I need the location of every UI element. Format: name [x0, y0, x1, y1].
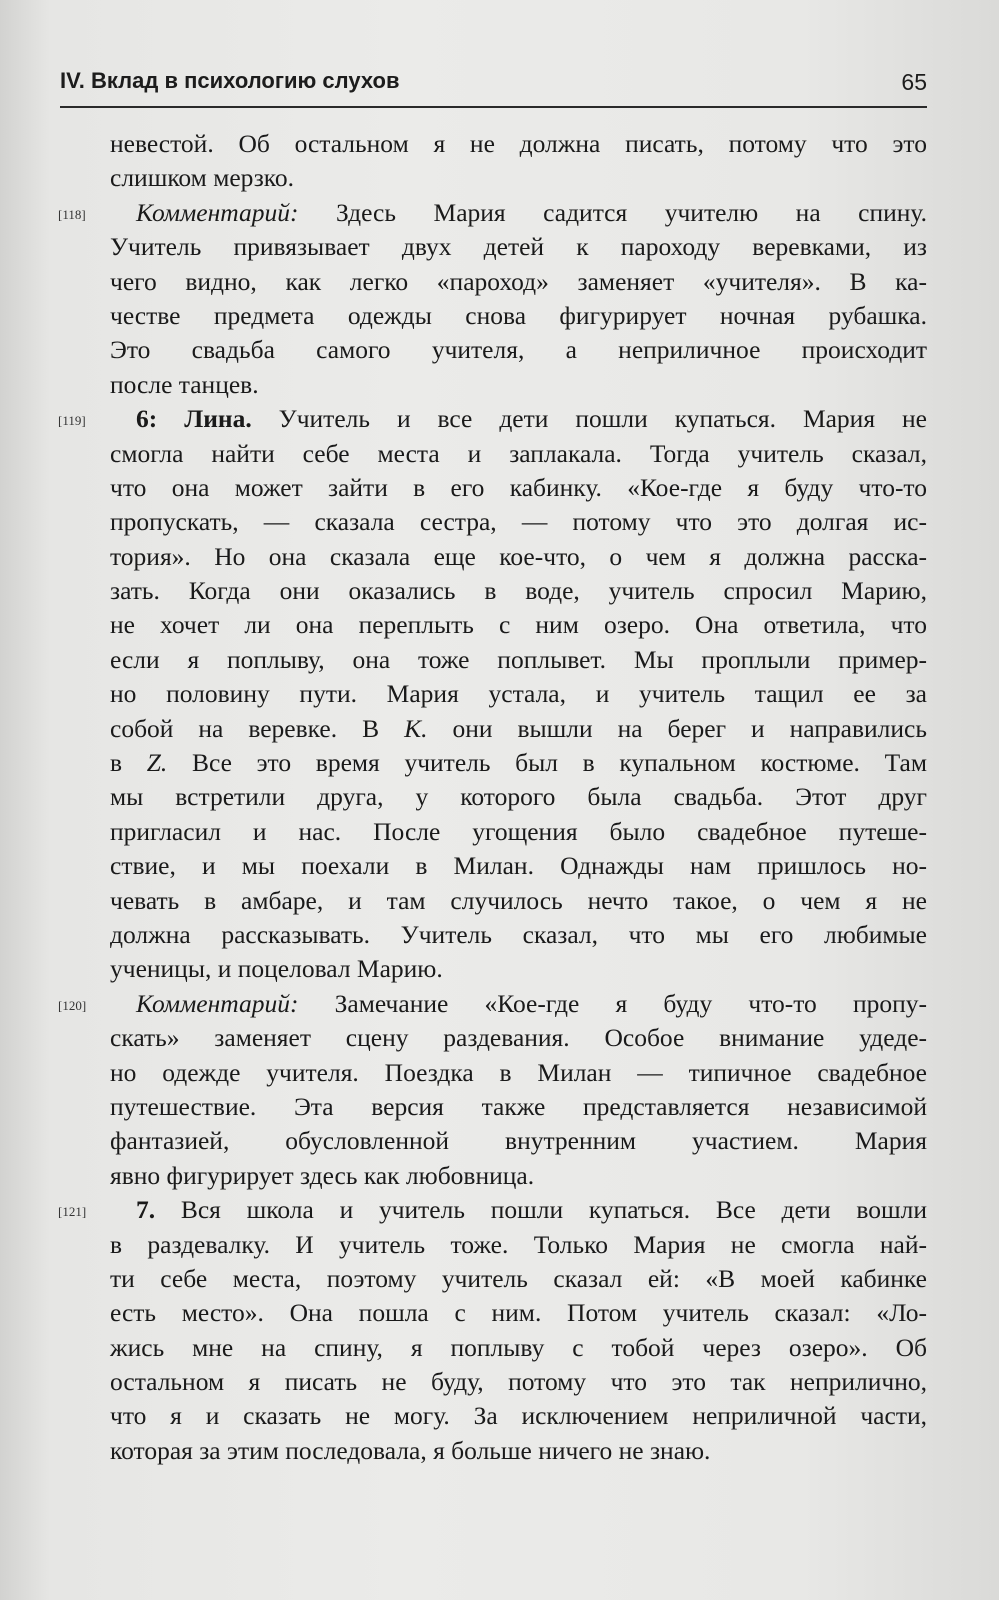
text-line: честве предмета одежды снова фигурирует ночная рубашка.: [110, 300, 927, 330]
paragraph-lead: 6: Лина.: [136, 404, 252, 434]
text-line: должна рассказывать. Учитель сказал, что мы его любимые: [110, 919, 927, 949]
text-line: скать» заменяет сцену раздевания. Особое внимание удеде-: [110, 1023, 927, 1053]
text-line: явно фигурирует здесь как любовница.: [110, 1160, 535, 1190]
text-line: ствие, и мы поехали в Милан. Однажды нам пришлось но-: [110, 851, 927, 881]
text-line: мы встретили друга, у которого была свадьба. Этот друг: [110, 782, 927, 812]
text-line: есть место». Она пошла с ним. Потом учитель сказал: «Ло-: [110, 1298, 927, 1328]
text-line: пропускать, — сказала сестра, — потому что это долгая ис-: [110, 507, 927, 537]
text-line: путешествие. Эта версия также представляется независимой: [110, 1091, 927, 1121]
paragraph: [110, 127, 927, 196]
text-line: в раздевалку. И учитель тоже. Только Мария не смогла най-: [110, 1229, 927, 1259]
text-line: но половину пути. Мария устала, и учитель тащил ее за: [110, 679, 927, 709]
paragraph-lead: Комментарий:: [136, 197, 299, 227]
text-line: Это свадьба самого учителя, а неприличное происходит: [110, 335, 927, 365]
text-line: Комментарий: Замечание «Кое-где я буду что-то пропу-: [136, 988, 927, 1018]
text-line: жись мне на спину, я поплыву с тобой через озеро». Об: [110, 1332, 927, 1362]
text-line: Комментарий: Здесь Мария садится учителю на спину.: [136, 197, 927, 227]
text-line: в Z. Все это время учитель был в купальном костюме. Там: [110, 748, 928, 778]
text-line: после танцев.: [110, 369, 259, 399]
page-number: 65: [901, 69, 927, 95]
text-line: зать. Когда они оказались в воде, учитель спросил Марию,: [110, 576, 927, 606]
paragraph-marker: [120]: [58, 997, 87, 1013]
text-line: пригласил и нас. После угощения было свадебное путеше-: [110, 816, 927, 846]
text-line: смогла найти себе места и заплакала. Тогда учитель сказал,: [110, 438, 927, 468]
text-line: которая за этим последовала, я больше ничего не знаю.: [110, 1435, 711, 1465]
running-head: IV. Вклад в психологию слухов: [60, 68, 400, 93]
page-body: [58, 127, 928, 1468]
text-line: невестой. Об остальном я не должна писать, потому что это: [110, 129, 927, 158]
text-line: ученицы, и поцеловал Марию.: [110, 954, 443, 984]
paragraph: [58, 1193, 927, 1468]
text-line: не хочет ли она переплыть с ним озеро. Она ответила, что: [110, 610, 927, 640]
text-line: ти себе места, поэтому учитель сказал ей: «В моей кабинке: [110, 1263, 927, 1293]
text-line: остальном я писать не буду, потому что это так неприлично,: [110, 1367, 927, 1397]
text-line: слишком мерзко.: [110, 163, 295, 193]
text-line: Учитель привязывает двух детей к пароходу веревками, из: [110, 232, 927, 262]
text-line: что я и сказать не могу. За исключением неприличной части,: [110, 1401, 927, 1431]
paragraph-marker: [119]: [58, 413, 86, 429]
paragraph-lead: Комментарий:: [136, 988, 299, 1018]
text-line: фантазией, обусловленной внутренним участием. Мария: [110, 1126, 927, 1156]
text-line: 7. Вся школа и учитель пошли купаться. Все дети вошли: [136, 1195, 927, 1225]
text-line: тория». Но она сказала еще кое-что, о чем я должна расска-: [110, 541, 927, 571]
text-line: но одежде учителя. Поездка в Милан — типичное свадебное: [110, 1057, 927, 1087]
text-line: что она может зайти в его кабинку. «Кое-где я буду что-то: [110, 472, 927, 502]
text-line: собой на веревке. В K. они вышли на берег и направились: [110, 713, 927, 743]
paragraph: [58, 402, 928, 987]
text-line: 6: Лина. Учитель и все дети пошли купаться. Мария не: [136, 404, 927, 434]
paragraph: [58, 987, 927, 1193]
text-line: чевать в амбаре, и там случилось нечто такое, о чем я не: [110, 885, 927, 915]
text-line: чего видно, как легко «пароход» заменяет «учителя». В ка-: [110, 266, 927, 296]
paragraph-marker: [118]: [58, 206, 86, 222]
page-header: [60, 68, 927, 108]
paragraph: [58, 196, 927, 402]
paragraph-marker: [121]: [58, 1204, 87, 1220]
paragraph-lead: 7.: [136, 1195, 156, 1225]
text-line: если я поплыву, она тоже поплывет. Мы проплыли пример-: [110, 644, 927, 674]
